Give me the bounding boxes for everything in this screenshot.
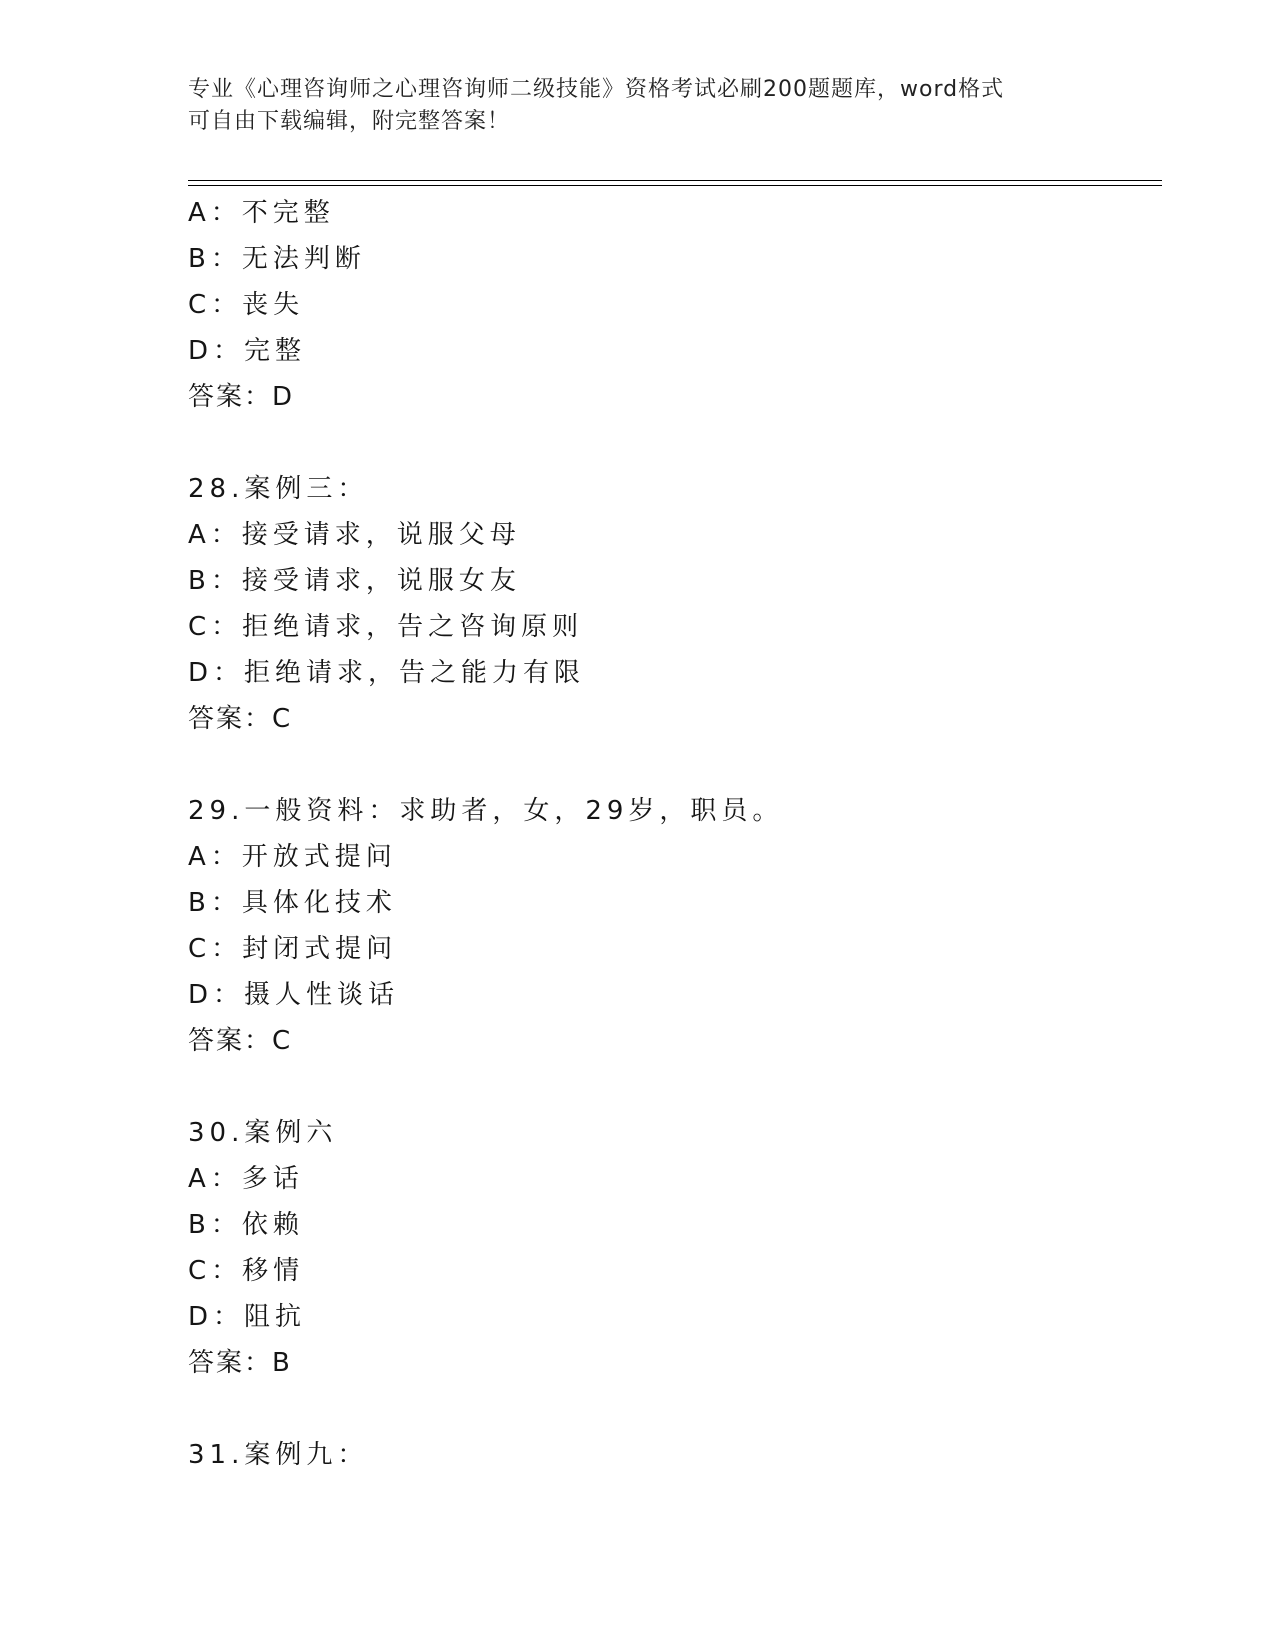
option-d: D：阻抗: [188, 1302, 307, 1332]
option-b: B：接受请求，说服女友: [188, 566, 521, 596]
header-divider: [188, 180, 1162, 186]
option-a: A：不完整: [188, 198, 335, 228]
option-c: C：丧失: [188, 290, 305, 320]
answer-line: 答案：B: [188, 1348, 292, 1378]
answer-line: 答案：C: [188, 1026, 293, 1056]
question-block-28: [188, 466, 1162, 742]
block-spacer: [188, 420, 1162, 466]
header-line-2: 可自由下载编辑，附完整答案！: [188, 109, 511, 134]
question-title: 28.案例三：: [188, 474, 369, 504]
option-d: D：摄人性谈话: [188, 980, 400, 1010]
option-c: C：拒绝请求，告之咨询原则: [188, 612, 584, 642]
option-b: B：无法判断: [188, 244, 366, 274]
question-title: 31.案例九：: [188, 1440, 369, 1470]
option-d: D：完整: [188, 336, 307, 366]
header-line-1: 专业《心理咨询师之心理咨询师二级技能》资格考试必刷200题题库，word格式: [188, 77, 1005, 102]
block-spacer: [188, 742, 1162, 788]
question-block-31: [188, 1432, 1162, 1478]
option-d: D：拒绝请求，告之能力有限: [188, 658, 586, 688]
document-header: [188, 74, 1088, 138]
block-spacer: [188, 1064, 1162, 1110]
question-block-29: [188, 788, 1162, 1064]
answer-line: 答案：C: [188, 704, 293, 734]
option-a: A：接受请求，说服父母: [188, 520, 521, 550]
question-title: 29.一般资料：求助者，女，29岁，职员。: [188, 796, 784, 826]
question-block-27: [188, 190, 1162, 420]
question-block-30: [188, 1110, 1162, 1386]
option-b: B：具体化技术: [188, 888, 397, 918]
option-b: B：依赖: [188, 1210, 304, 1240]
option-a: A：多话: [188, 1164, 304, 1194]
block-spacer: [188, 1386, 1162, 1432]
option-c: C：移情: [188, 1256, 305, 1286]
option-a: A：开放式提问: [188, 842, 397, 872]
question-title: 30.案例六: [188, 1118, 338, 1148]
option-c: C：封闭式提问: [188, 934, 398, 964]
answer-line: 答案：D: [188, 382, 295, 412]
question-list: [188, 190, 1162, 1478]
